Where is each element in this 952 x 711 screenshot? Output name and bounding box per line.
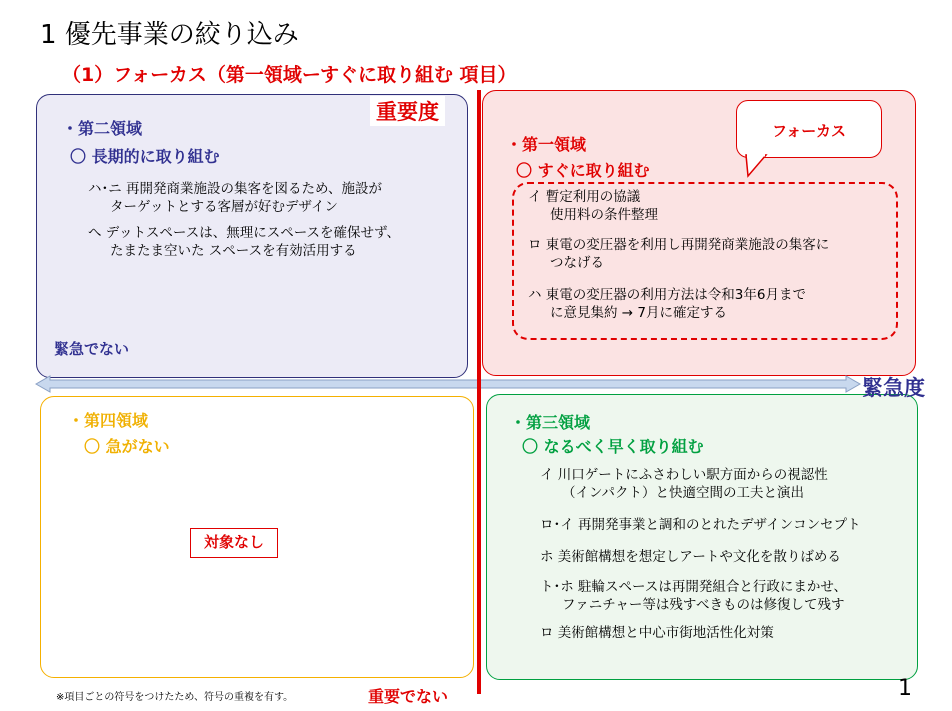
urgency-axis-label: 緊急度 bbox=[862, 376, 925, 400]
no-target-badge: 対象なし bbox=[190, 528, 278, 558]
quadrant-3-item: イ 川口ゲートにふさわしい駅方面からの視認性 （インパクト）と快適空間の工夫と演出 bbox=[540, 467, 828, 501]
page-number: 1 bbox=[898, 676, 912, 701]
quadrant-2-title: ・第二領域 bbox=[62, 119, 143, 138]
quadrant-3-title: ・第三領域 bbox=[510, 413, 591, 432]
footnote: ※項目ごとの符号をつけたため、符号の重複を有す。 bbox=[56, 692, 294, 703]
quadrant-3-item: ロ 美術館構想と中心市街地活性化対策 bbox=[540, 625, 774, 641]
quadrant-4-title: ・第四領域 bbox=[68, 411, 149, 430]
quadrant-1-item: イ 暫定利用の協議 使用料の条件整理 bbox=[528, 189, 658, 223]
page-subtitle: （1）フォーカス（第一領域ーすぐに取り組む 項目） bbox=[62, 64, 517, 86]
quadrant-1-item: ハ 東電の変圧器の利用方法は令和3年6月まで に意見集約 → 7月に確定する bbox=[528, 287, 806, 321]
focus-label: フォーカス bbox=[772, 122, 846, 140]
quadrant-3-item: ロ･イ 再開発事業と調和のとれたデザインコンセプト bbox=[540, 517, 861, 533]
quadrant-2-item: ハ･ニ 再開発商業施設の集客を図るため、施設が ターゲットとする客層が好むデザイン bbox=[88, 181, 383, 215]
quadrant-1-subtitle: 〇 すぐに取り組む bbox=[516, 161, 650, 180]
quadrant-3-item: ト･ホ 駐輪スペースは再開発組合と行政にまかせ、 ファニチャー等は残すべきものは修復して残す bbox=[540, 579, 847, 613]
importance-axis-label: 重要度 bbox=[370, 96, 445, 126]
not-urgent-label: 緊急でない bbox=[54, 340, 130, 358]
quadrant-2-subtitle: 〇 長期的に取り組む bbox=[70, 147, 220, 166]
not-important-label: 重要でない bbox=[368, 687, 449, 706]
page-title: 1 優先事業の絞り込み bbox=[40, 20, 299, 50]
importance-axis-line bbox=[477, 90, 481, 694]
quadrant-2-item: へ デットスペースは、無理にスペースを確保せず、 たまたま空いた スペースを有効活用する bbox=[88, 225, 400, 259]
quadrant-3-item: ホ 美術館構想を想定しアートや文化を散りばめる bbox=[540, 549, 841, 565]
quadrant-3-subtitle: 〇 なるべく早く取り組む bbox=[522, 437, 704, 456]
quadrant-1-title: ・第一領域 bbox=[506, 135, 587, 154]
quadrant-1-item: ロ 東電の変圧器を利用し再開発商業施設の集客に つなげる bbox=[528, 237, 830, 271]
quadrant-4-subtitle: 〇 急がない bbox=[84, 437, 170, 456]
urgency-axis-arrow bbox=[34, 374, 862, 394]
focus-callout-tail bbox=[744, 154, 784, 178]
